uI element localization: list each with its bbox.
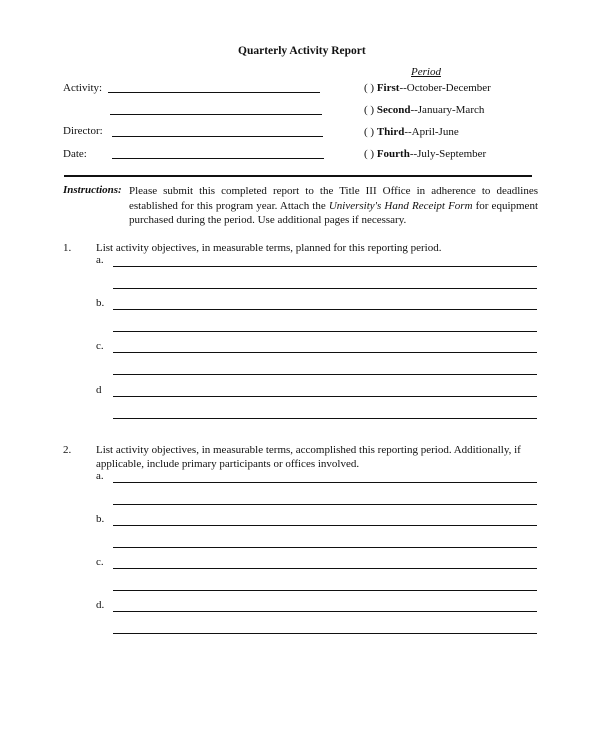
period-range: --April-June — [404, 126, 459, 138]
checkbox[interactable]: ( ) — [364, 148, 375, 160]
answer-line[interactable] — [113, 288, 537, 289]
checkbox[interactable]: ( ) — [364, 104, 375, 116]
divider — [64, 175, 532, 177]
q1-number: 1. — [63, 242, 72, 254]
q1-text: List activity objectives, in measurable terms, planned for this reporting period. — [96, 242, 442, 254]
period-option-second[interactable] — [364, 104, 484, 116]
answer-line[interactable] — [113, 547, 537, 548]
date-label: Date: — [63, 148, 87, 160]
item-label: a. — [96, 470, 104, 482]
director-field[interactable] — [112, 136, 323, 137]
activity-field-2[interactable] — [110, 114, 322, 115]
period-name: Second — [376, 104, 411, 116]
q2-text: List activity objectives, in measurable terms, accomplished this reporting period. Additionally, if — [96, 444, 521, 456]
answer-line[interactable] — [113, 590, 537, 591]
answer-line[interactable] — [113, 482, 537, 483]
q2-number: 2. — [63, 444, 72, 456]
period-range: --January-March — [410, 104, 485, 116]
answer-line[interactable] — [113, 352, 537, 353]
date-field[interactable] — [112, 158, 324, 159]
checkbox[interactable]: ( ) — [364, 82, 375, 94]
answer-line[interactable] — [113, 396, 537, 397]
answer-line[interactable] — [113, 568, 537, 569]
form-name: University's Hand Receipt Form — [328, 199, 473, 212]
answer-line[interactable] — [113, 266, 537, 267]
period-range: --October-December — [399, 82, 491, 94]
activity-label: Activity: — [63, 82, 103, 94]
page-title: Quarterly Activity Report — [238, 45, 366, 57]
answer-line[interactable] — [113, 633, 537, 634]
checkbox[interactable]: ( ) — [364, 126, 375, 138]
item-label: d. — [96, 599, 105, 611]
item-label: c. — [96, 340, 104, 352]
item-label: b. — [96, 297, 105, 309]
answer-line[interactable] — [113, 309, 537, 310]
answer-line[interactable] — [113, 374, 537, 375]
period-range: --July-September — [409, 148, 487, 160]
item-label: c. — [96, 556, 104, 568]
item-label: b. — [96, 513, 105, 525]
instructions-text — [129, 184, 538, 228]
activity-field[interactable] — [108, 92, 320, 93]
answer-line[interactable] — [113, 418, 537, 419]
period-name: Fourth — [376, 148, 410, 160]
item-label: d — [96, 384, 102, 396]
instructions-part: Please submit this completed report to the Title III Office in adherence to deadlines established for this program year. Attach the — [129, 185, 538, 212]
director-label: Director: — [63, 125, 103, 137]
answer-line[interactable] — [113, 504, 537, 505]
answer-line[interactable] — [113, 331, 537, 332]
period-option-first[interactable] — [364, 82, 491, 94]
period-heading: Period — [411, 66, 441, 78]
item-label: a. — [96, 254, 104, 266]
instructions-label: Instructions: — [63, 184, 122, 196]
period-option-third[interactable] — [364, 126, 459, 138]
answer-line[interactable] — [113, 525, 537, 526]
period-name: Third — [376, 126, 405, 138]
instructions-part: for equipment purchased during the period. Use additional pages if necessary. — [129, 199, 538, 226]
q2-text-2: applicable, include primary participants or offices involved. — [96, 458, 360, 470]
period-option-fourth[interactable] — [364, 148, 486, 160]
answer-line[interactable] — [113, 611, 537, 612]
period-name: First — [376, 82, 400, 94]
